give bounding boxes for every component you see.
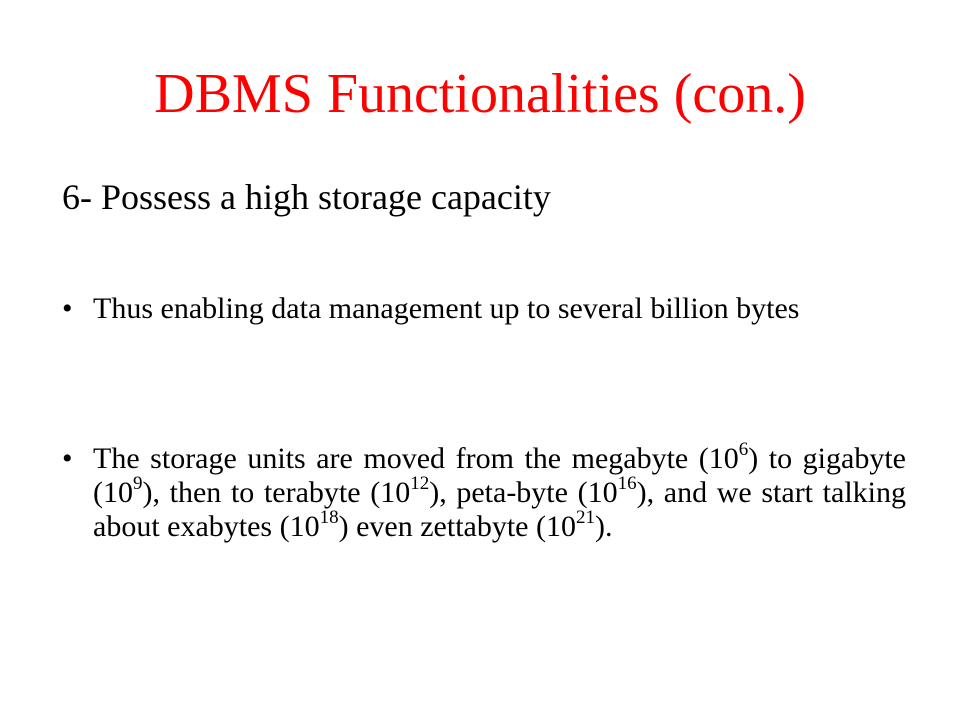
exponent: 16	[617, 473, 637, 494]
text-segment: ), peta-byte (10	[429, 476, 618, 509]
bullet-marker: •	[62, 292, 73, 325]
text-segment: ) even zettabyte (10	[338, 510, 576, 543]
bullet-item	[62, 439, 906, 544]
text-segment: The storage units are moved from the megabyte (10	[93, 442, 739, 475]
text-segment: ), then to terabyte (10	[142, 476, 411, 509]
exponent: 12	[410, 473, 430, 494]
exponent: 18	[319, 507, 339, 528]
exponent: 6	[738, 439, 749, 460]
subheading: 6- Possess a high storage capacity	[62, 177, 551, 217]
bullet-text	[93, 439, 906, 544]
exponent: 21	[576, 507, 595, 528]
bullet-item	[62, 292, 906, 326]
text-segment: ).	[595, 510, 613, 543]
slide-title: DBMS Functionalities (con.)	[154, 63, 806, 125]
text-segment: ) to gigabyte (10	[93, 442, 906, 509]
bullet-marker: •	[62, 442, 73, 475]
text-segment: ), and we start talking about exabytes (10	[93, 476, 906, 543]
bullet-text: Thus enabling data management up to several billion bytes	[93, 292, 800, 325]
exponent: 9	[133, 473, 143, 494]
